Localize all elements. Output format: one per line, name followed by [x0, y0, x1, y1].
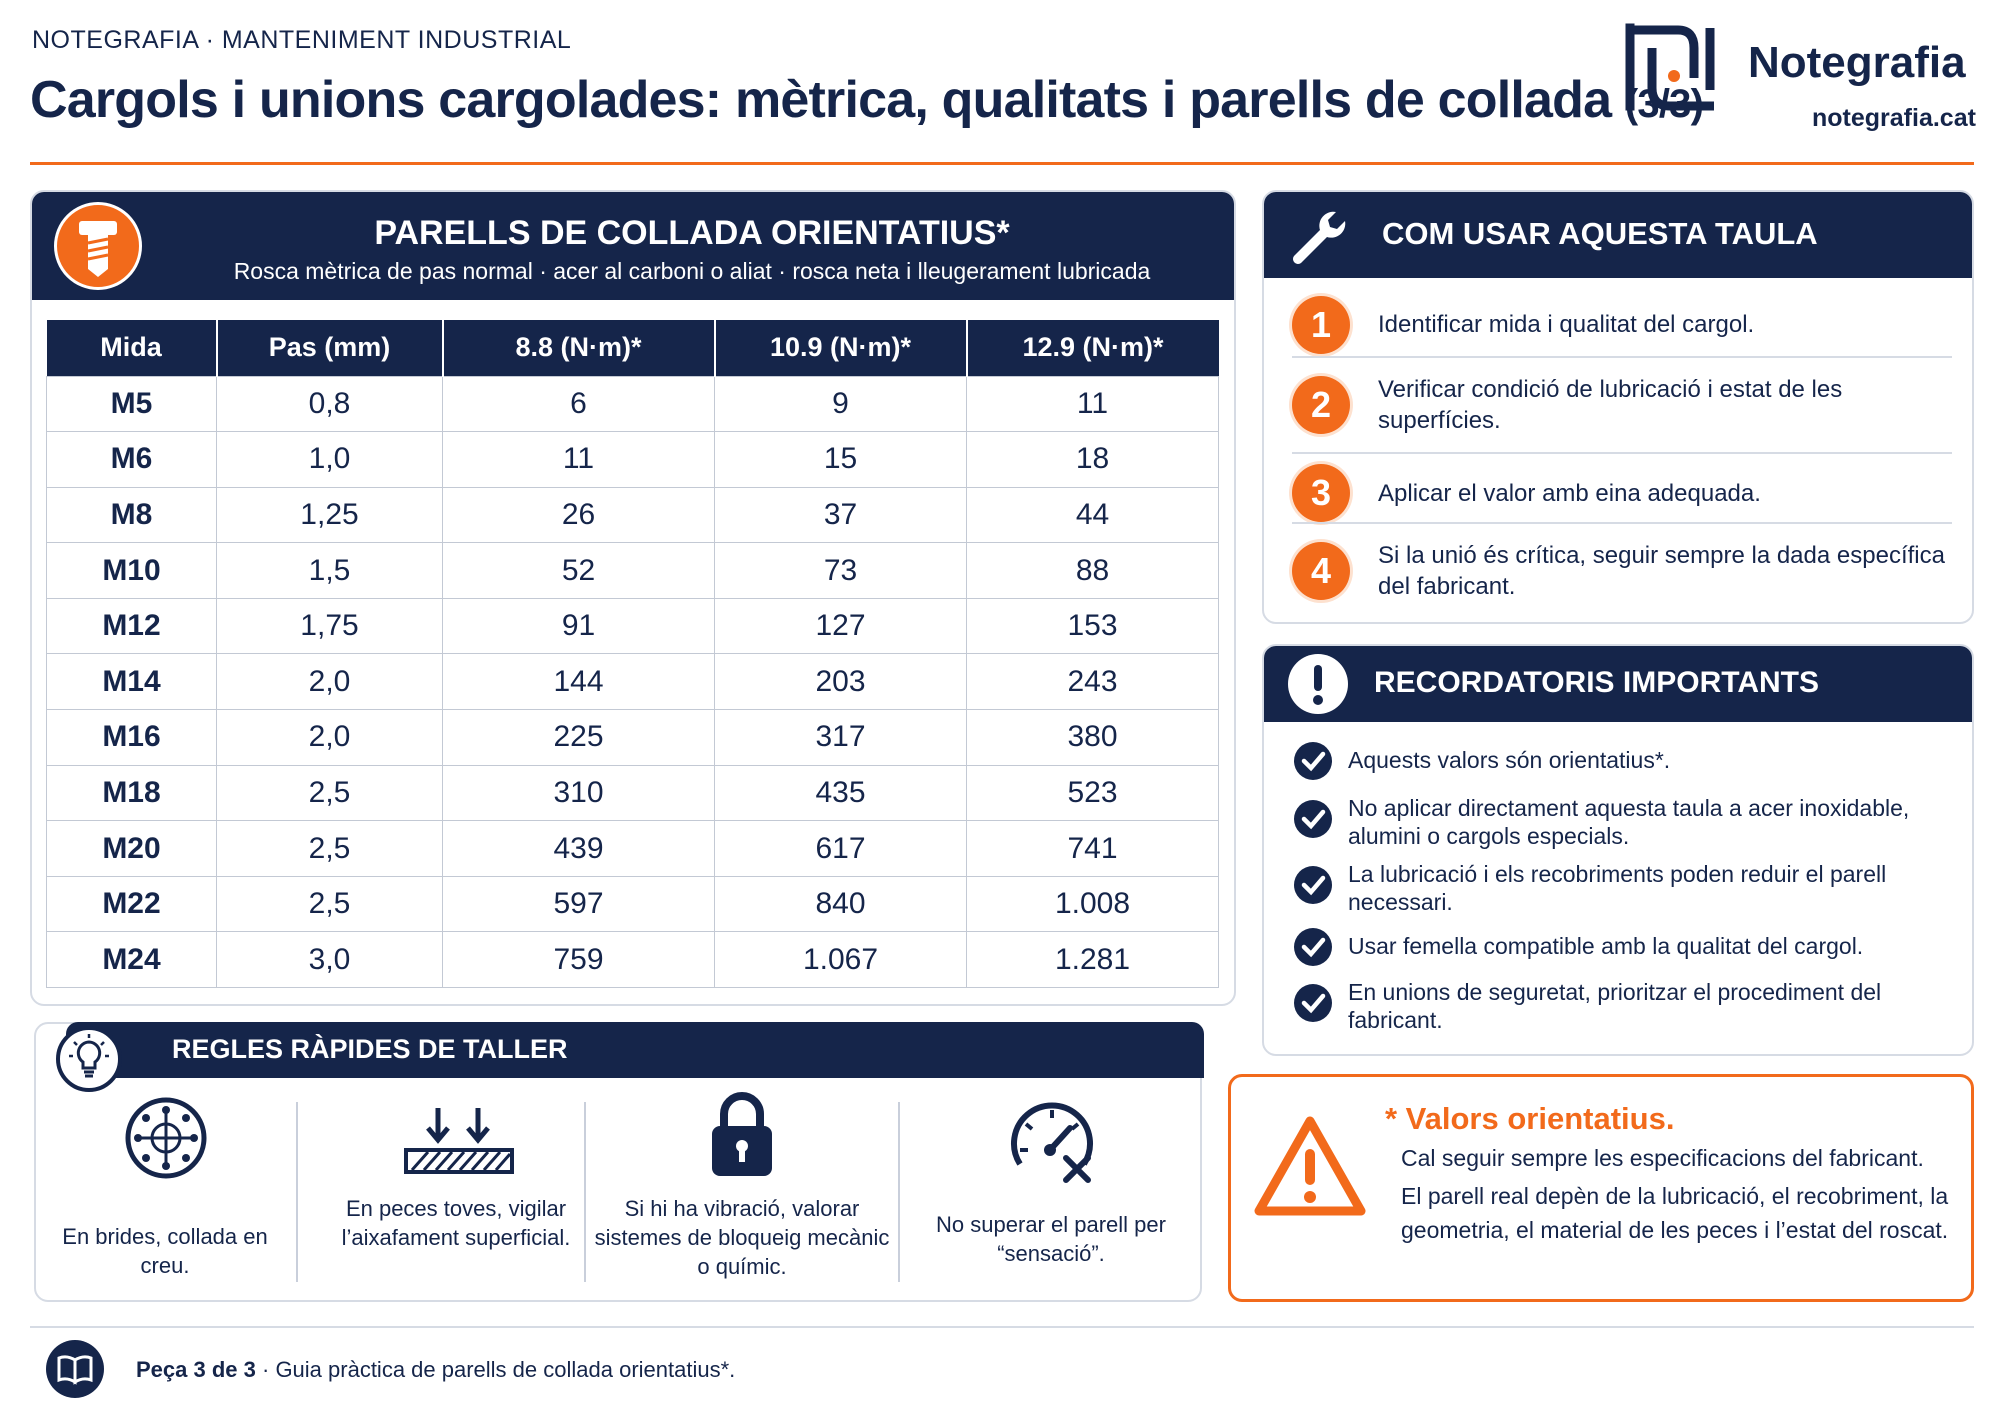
table-row [47, 932, 1219, 988]
torque-table [46, 320, 1219, 988]
cell-torque-10-9: 37 [715, 487, 967, 543]
warning-triangle-icon [1251, 1113, 1369, 1221]
cell-size: M14 [47, 654, 217, 710]
rule-text: En brides, collada en creu. [62, 1224, 268, 1278]
cell-pitch: 1,25 [217, 487, 443, 543]
cell-pitch: 2,0 [217, 710, 443, 766]
check-icon [1294, 928, 1332, 966]
cell-torque-10-9: 840 [715, 876, 967, 932]
cell-torque-8-8: 144 [443, 654, 715, 710]
cell-torque-8-8: 759 [443, 932, 715, 988]
table-row [47, 432, 1219, 488]
warning-title: * Valors orientatius. [1385, 1101, 1675, 1136]
brand-url: notegrafia.cat [1812, 104, 1976, 132]
page-title-text: Cargols i unions cargolades: mètrica, qualitats i parells de collada [30, 71, 1612, 129]
cell-torque-8-8: 310 [443, 765, 715, 821]
divider [1292, 452, 1952, 454]
cell-torque-10-9: 73 [715, 543, 967, 599]
cell-pitch: 2,0 [217, 654, 443, 710]
table-header-row [47, 320, 1219, 376]
cell-size: M24 [47, 932, 217, 988]
how-to-title: COM USAR AQUESTA TAULA [1382, 216, 1818, 251]
check-icon [1294, 800, 1332, 838]
rule-item [592, 1084, 892, 1294]
divider [1292, 356, 1952, 358]
column-header-12-9: 12.9 (N·m)* [967, 320, 1219, 376]
step-item [1292, 540, 1952, 602]
divider [584, 1102, 586, 1282]
step-number: 1 [1292, 296, 1350, 354]
rule-text: En peces toves, vigilar l’aixafament superficial. [341, 1196, 571, 1250]
rules-title: REGLES RÀPIDES DE TALLER [172, 1034, 568, 1064]
cell-torque-12-9: 1.281 [967, 932, 1219, 988]
torque-subtitle: Rosca mètrica de pas normal · acer al carboni o aliat · rosca neta i lleugerament lubricada [233, 258, 1151, 284]
cell-pitch: 2,5 [217, 876, 443, 932]
column-header-8-8: 8.8 (N·m)* [443, 320, 715, 376]
column-header-10-9: 10.9 (N·m)* [715, 320, 967, 376]
cell-torque-10-9: 317 [715, 710, 967, 766]
cell-pitch: 0,8 [217, 376, 443, 432]
table-row [47, 376, 1219, 432]
cell-torque-10-9: 127 [715, 598, 967, 654]
notegrafia-logo-icon [1622, 18, 1722, 118]
cell-torque-8-8: 52 [443, 543, 715, 599]
step-number: 2 [1292, 376, 1350, 434]
cell-torque-12-9: 11 [967, 376, 1219, 432]
cell-torque-12-9: 380 [967, 710, 1219, 766]
reminder-text: Usar femella compatible amb la qualitat del cargol. [1348, 933, 1864, 959]
footer-text [136, 1357, 735, 1383]
cell-torque-8-8: 439 [443, 821, 715, 877]
table-row [47, 876, 1219, 932]
reminder-item [1294, 860, 1934, 918]
rules-header [66, 1022, 1204, 1078]
rule-item [306, 1084, 606, 1294]
reminder-item [1294, 928, 1934, 968]
reminder-text: Aquests valors són orientatius*. [1348, 747, 1671, 773]
reminder-text: La lubricació i els recobriments poden reduir el parell necessari. [1348, 861, 1887, 915]
cell-torque-10-9: 1.067 [715, 932, 967, 988]
gauge-no-icon [1004, 1094, 1100, 1184]
pressure-surface-icon [404, 1106, 514, 1182]
cell-pitch: 1,5 [217, 543, 443, 599]
rule-text: No superar el parell per “sensació”. [936, 1212, 1166, 1266]
rules-card [34, 1022, 1202, 1302]
divider [296, 1102, 298, 1282]
cell-pitch: 2,5 [217, 821, 443, 877]
rule-item [50, 1084, 280, 1294]
cell-torque-12-9: 88 [967, 543, 1219, 599]
bolt-icon [54, 202, 142, 290]
cell-size: M10 [47, 543, 217, 599]
table-row [47, 598, 1219, 654]
step-text: Verificar condició de lubricació i estat de les superfícies. [1378, 376, 1843, 434]
cell-torque-8-8: 6 [443, 376, 715, 432]
column-header-pitch: Pas (mm) [217, 320, 443, 376]
cell-pitch: 1,0 [217, 432, 443, 488]
flange-cross-pattern-icon [122, 1094, 210, 1182]
table-row [47, 543, 1219, 599]
how-to-header [1264, 192, 1972, 278]
rule-item [906, 1084, 1196, 1294]
cell-torque-10-9: 203 [715, 654, 967, 710]
step-number: 4 [1292, 542, 1350, 600]
cell-size: M22 [47, 876, 217, 932]
cell-pitch: 1,75 [217, 598, 443, 654]
check-icon [1294, 984, 1332, 1022]
cell-torque-10-9: 435 [715, 765, 967, 821]
cell-torque-8-8: 91 [443, 598, 715, 654]
divider [898, 1102, 900, 1282]
padlock-icon [708, 1090, 776, 1180]
exclamation-icon [1288, 654, 1348, 714]
check-icon [1294, 742, 1332, 780]
reminder-text: En unions de seguretat, prioritzar el procediment del fabricant. [1348, 979, 1882, 1033]
table-row [47, 487, 1219, 543]
cell-pitch: 3,0 [217, 932, 443, 988]
cell-torque-10-9: 617 [715, 821, 967, 877]
step-item [1292, 296, 1952, 354]
brand-name: Notegrafia [1748, 38, 1966, 87]
table-row [47, 765, 1219, 821]
cell-size: M5 [47, 376, 217, 432]
cell-size: M12 [47, 598, 217, 654]
reminders-card [1262, 644, 1974, 1056]
footer-description: · Guia pràctica de parells de collada orientatius*. [262, 1357, 736, 1382]
page-title [30, 70, 1703, 130]
cell-torque-12-9: 741 [967, 821, 1219, 877]
warning-box [1228, 1074, 1974, 1302]
torque-header [32, 192, 1234, 300]
cell-size: M8 [47, 487, 217, 543]
how-to-card [1262, 190, 1974, 624]
divider [1292, 522, 1952, 524]
cell-torque-10-9: 9 [715, 376, 967, 432]
check-icon [1294, 866, 1332, 904]
cell-size: M18 [47, 765, 217, 821]
header-divider [30, 162, 1974, 165]
step-text: Si la unió és crítica, seguir sempre la dada específica del fabricant. [1378, 542, 1945, 600]
book-icon [46, 1340, 104, 1398]
header-kicker: NOTEGRAFIA · MANTENIMENT INDUSTRIAL [32, 26, 572, 54]
cell-torque-8-8: 225 [443, 710, 715, 766]
reminder-item [1294, 742, 1934, 782]
cell-torque-12-9: 44 [967, 487, 1219, 543]
column-header-size: Mida [47, 320, 217, 376]
warning-line-1: Cal seguir sempre les especificacions del fabricant. [1401, 1145, 1924, 1171]
table-row [47, 710, 1219, 766]
lightbulb-icon [56, 1026, 122, 1092]
cell-torque-12-9: 153 [967, 598, 1219, 654]
torque-title: PARELLS DE COLLADA ORIENTATIUS* [374, 214, 1010, 252]
torque-panel [30, 190, 1236, 1006]
page-part: (3/3) [1624, 82, 1704, 126]
cell-torque-12-9: 523 [967, 765, 1219, 821]
reminder-item [1294, 794, 1934, 852]
cell-size: M20 [47, 821, 217, 877]
cell-pitch: 2,5 [217, 765, 443, 821]
step-text: Aplicar el valor amb eina adequada. [1378, 480, 1761, 507]
step-item [1292, 464, 1952, 522]
cell-torque-8-8: 26 [443, 487, 715, 543]
step-number: 3 [1292, 464, 1350, 522]
warning-line-2: El parell real depèn de la lubricació, el recobriment, la geometria, el material de les peces i l’estat del roscat. [1401, 1183, 1949, 1243]
step-item [1292, 374, 1952, 436]
reminder-text: No aplicar directament aquesta taula a acer inoxidable, alumini o cargols especials. [1348, 795, 1910, 849]
footer-divider [30, 1326, 1974, 1328]
cell-torque-8-8: 11 [443, 432, 715, 488]
cell-torque-8-8: 597 [443, 876, 715, 932]
step-text: Identificar mida i qualitat del cargol. [1378, 311, 1755, 338]
table-row [47, 821, 1219, 877]
cell-torque-10-9: 15 [715, 432, 967, 488]
cell-torque-12-9: 1.008 [967, 876, 1219, 932]
cell-torque-12-9: 243 [967, 654, 1219, 710]
wrench-icon [1288, 206, 1350, 268]
footer-piece: Peça 3 de 3 [136, 1357, 256, 1382]
table-row [47, 654, 1219, 710]
reminder-item [1294, 978, 1934, 1036]
cell-size: M16 [47, 710, 217, 766]
cell-size: M6 [47, 432, 217, 488]
reminders-header [1264, 646, 1972, 722]
cell-torque-12-9: 18 [967, 432, 1219, 488]
reminders-title: RECORDATORIS IMPORTANTS [1374, 666, 1820, 699]
rule-text: Si hi ha vibració, valorar sistemes de bloqueig mecànic o químic. [594, 1196, 890, 1279]
